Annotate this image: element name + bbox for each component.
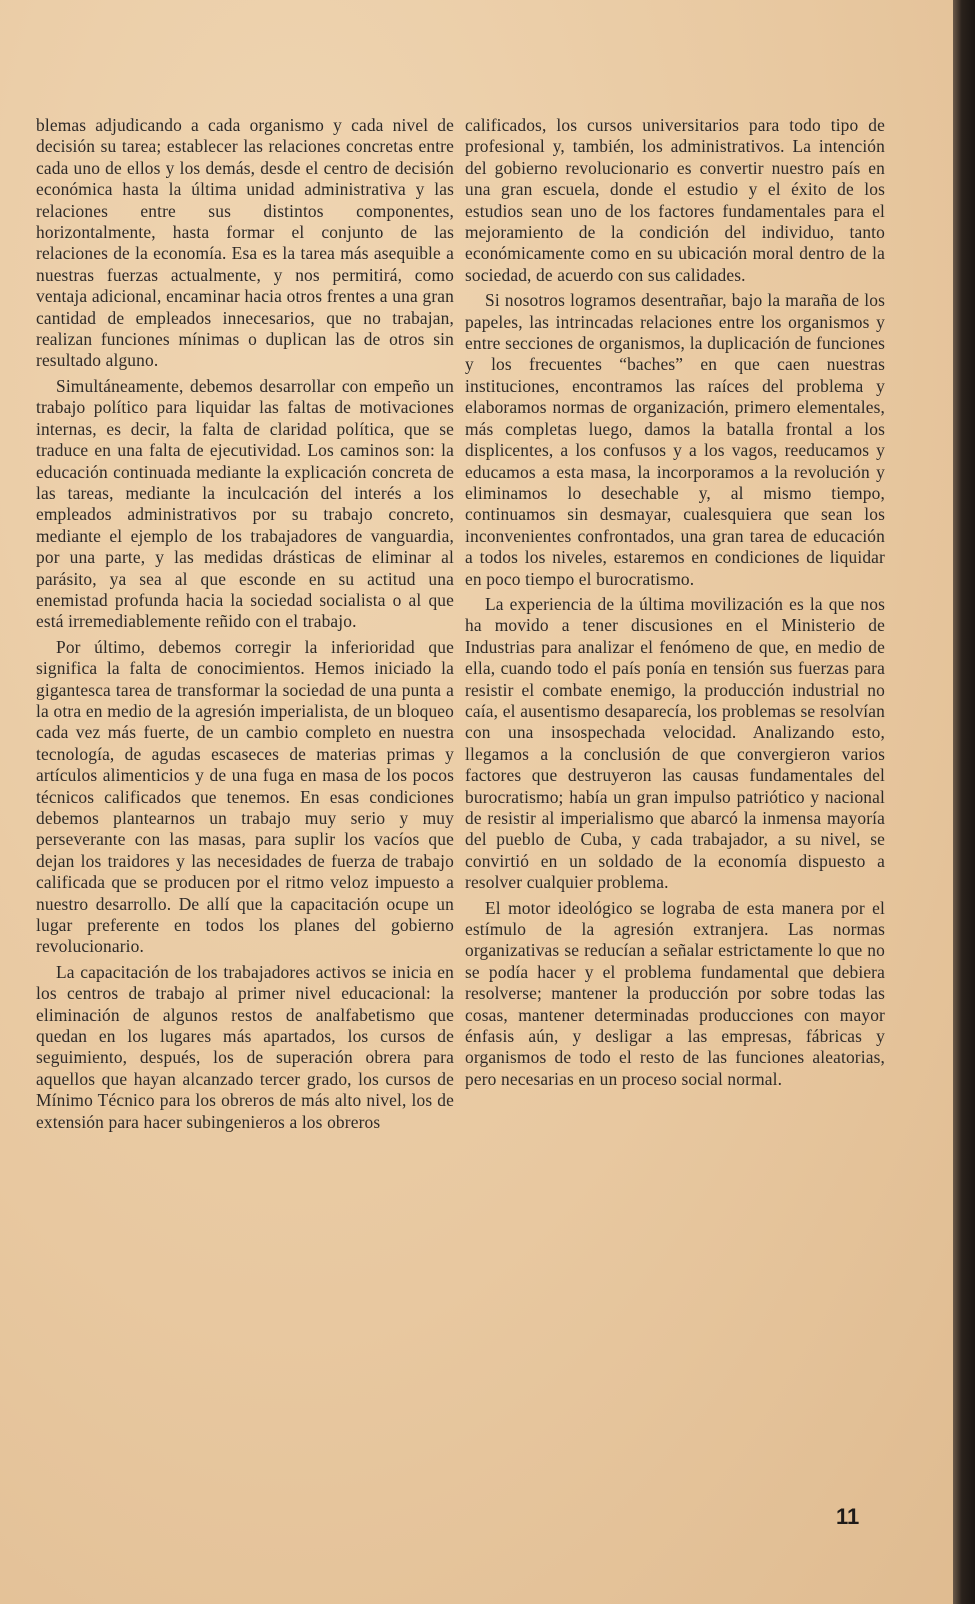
right-text-column [465, 115, 885, 1094]
left-text-column [36, 115, 454, 1137]
paragraph: Si nosotros logramos desentrañar, bajo la maraña de los papeles, las intrincadas relaciones entre los organismos y entre secciones de organismos, la duplicación de funciones y los frecuentes “baches” en que caen nuestras instituciones, encontramos las raíces del problema y elaboramos normas de organización, primero elementales, más completas luego, damos la batalla frontal a los displicentes, a los confusos y a los vagos, reeducamos y educamos a esta masa, la incorporamos a la revolución y eliminamos lo desechable y, al mismo tiempo, continuamos sin desmayar, cualesquiera que sean los inconvenientes confrontados, una gran tarea de educación a todos los niveles, estaremos en condiciones de liquidar en poco tiempo el burocratismo. [465, 290, 885, 589]
paragraph: La experiencia de la última movilización es la que nos ha movido a tener discusiones en el Ministerio de Industrias para analizar el fenómeno de que, en medio de ella, cuando todo el país ponía en tensión sus fuerzas para resistir el combate enemigo, la producción industrial no caía, el ausentismo desaparecía, los problemas se resolvían con una insospechada velocidad. Analizando esto, llegamos a la conclusión de que convergieron varios factores que destruyeron las causas fundamentales del burocratismo; había un gran impulso patriótico y nacional de resistir al imperialismo que abarcó la inmensa mayoría del pueblo de Cuba, y cada trabajador, a su nivel, se convirtió en un soldado de la economía dispuesto a resolver cualquier problema. [465, 593, 885, 893]
paragraph: Simultáneamente, debemos desarrollar con empeño un trabajo político para liquidar las faltas de motivaciones internas, es decir, la falta de claridad política, que se traduce en una falta de ejecutividad. Los caminos son: la educación continuada mediante la explicación concreta de las tareas, mediante la inculcación del interés a los empleados administrativos por su trabajo concreto, mediante el ejemplo de los trabajadores de vanguardia, por una parte, y las medidas drásticas de eliminar al parásito, ya sea al que esconde en su actitud una enemistad profunda hacia la sociedad socialista o al que está irremediablemente reñido con el trabajo. [36, 375, 454, 632]
paragraph: La capacitación de los trabajadores activos se inicia en los centros de trabajo al primer nivel educacional: la eliminación de algunos restos de analfabetismo que quedan en los lugares más apartados, los cursos de seguimiento, después, los de superación obrera para aquellos que hayan alcanzado tercer grado, los cursos de Mínimo Técnico para los obreros de más alto nivel, los de extensión para hacer subingenieros a los obreros [36, 961, 454, 1132]
page-binding-edge [953, 0, 975, 1604]
paragraph: El motor ideológico se lograba de esta manera por el estímulo de la agresión extranjera. Las normas organizativas se reducían a señalar estrictamente lo que no se podía hacer y el problema fundamental que debiera resolverse; mantener la producción por sobre todas las cosas, mantener determinadas producciones con mayor énfasis aún, y desligar a las empresas, fábricas y organismos de todo el resto de las funciones aleatorias, pero necesarias en un proceso social normal. [465, 897, 885, 1089]
paragraph: Por último, debemos corregir la inferioridad que significa la falta de conocimientos. Hemos iniciado la gigantesca tarea de transformar la sociedad de una punta a la otra en medio de la agresión imperialista, de un bloqueo cada vez más fuerte, de un cambio completo en nuestra tecnología, de agudas escaseces de materias primas y artículos alimenticios y de una fuga en masa de los pocos técnicos calificados que tenemos. En esas condiciones debemos plantearnos un trabajo muy serio y muy perseverante con las masas, para suplir los vacíos que dejan los traidores y las necesidades de fuerza de trabajo calificada que se producen por el ritmo veloz impuesto a nuestro desarrollo. De allí que la capacitación ocupe un lugar preferente en todos los planes del gobierno revolucionario. [36, 636, 454, 957]
page-number: 11 [836, 1504, 860, 1529]
paragraph: calificados, los cursos universitarios para todo tipo de profesional y, también, los administrativos. La intención del gobierno revolucionario es convertir nuestro país en una gran escuela, donde el estudio y el éxito de los estudios sean uno de los factores fundamentales para el mejoramiento de la condición del individuo, tanto económicamente como en su ubicación moral dentro de la sociedad, de acuerdo con sus calidades. [465, 115, 885, 285]
paragraph: blemas adjudicando a cada organismo y cada nivel de decisión su tarea; establecer las relaciones concretas entre cada uno de ellos y los demás, desde el centro de decisión económica hasta la última unidad administrativa y las relaciones entre sus distintos componentes, horizontalmente, hasta formar el conjunto de las relaciones de la economía. Esa es la tarea más asequible a nuestras fuerzas actualmente, y nos permitirá, como ventaja adicional, encaminar hacia otros frentes a una gran cantidad de empleados innecesarios, que no trabajan, realizan funciones mínimas o duplican las de otros sin resultado alguno. [36, 115, 454, 371]
